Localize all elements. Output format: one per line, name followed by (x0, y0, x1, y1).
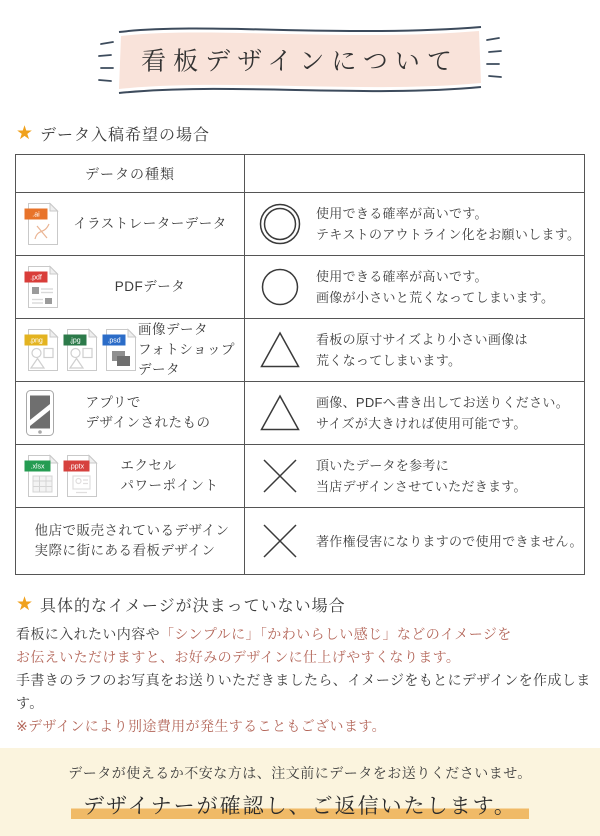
row-label: エクセル パワーポイント (120, 458, 219, 493)
star-icon: ★ (16, 122, 34, 144)
title-banner (95, 14, 505, 106)
section-heading-text: データ入稿希望の場合 (40, 126, 211, 144)
rating-double-circle-icon (257, 201, 303, 247)
table-header-label: データの種類 (85, 165, 175, 182)
row-description: 使用できる確率が高いです。 テキストのアウトライン化をお願いします。 (316, 206, 581, 242)
svg-text:.pdf: .pdf (30, 274, 42, 282)
rating-triangle-icon (257, 327, 303, 373)
svg-text:.png: .png (29, 337, 43, 345)
page-title: 看板デザインについて (141, 48, 459, 76)
svg-text:.psd: .psd (107, 337, 121, 345)
table-row (16, 193, 584, 256)
row-description: 著作権侵害になりますので使用できません。 (316, 533, 583, 549)
xlsx-file-icon (24, 454, 60, 498)
png-file-icon (24, 328, 60, 372)
jpg-file-icon (63, 328, 99, 372)
highlighted-text: デザイナーが確認し、ご返信いたします。 (71, 795, 529, 820)
smartphone-icon (24, 389, 56, 437)
row-description: 看板の原寸サイズより小さい画像は 荒くなってしまいます。 (316, 332, 528, 368)
row-description: 頂いたデータを参考に 当店デザインさせていただきます。 (316, 458, 527, 494)
svg-text:.ai: .ai (32, 211, 40, 219)
svg-text:.xlsx: .xlsx (30, 463, 45, 471)
table-row (16, 256, 584, 319)
svg-text:.jpg: .jpg (69, 337, 81, 345)
table-row (16, 508, 584, 574)
svg-text:.pptx: .pptx (68, 463, 85, 471)
rating-circle-icon (257, 264, 303, 310)
section-heading-no-image (16, 591, 600, 617)
psd-file-icon (102, 328, 138, 372)
star-icon: ★ (16, 593, 34, 615)
section-heading-data-submission (16, 120, 600, 146)
row-label: イラストレーターデータ (73, 216, 227, 231)
notice-box (0, 748, 600, 836)
ai-file-icon (24, 202, 60, 246)
rating-triangle-icon (257, 390, 303, 436)
notice-line2 (0, 790, 600, 820)
paragraph-line: 看板に入れたい内容や「シンプルに」「かわいらしい感じ」などのイメージを (16, 626, 512, 642)
rating-cross-icon (257, 518, 303, 564)
table-header-row (16, 155, 584, 193)
notice-line1: データが使えるか不安な方は、注文前にデータをお送りくださいませ。 (68, 765, 532, 781)
pptx-file-icon (63, 454, 99, 498)
table-row (16, 445, 584, 508)
row-label: 画像データ フォトショップデータ (138, 322, 236, 377)
paragraph-line: お伝えいただけますと、お好みのデザインに仕上げやすくなります。 (16, 649, 461, 665)
table-row (16, 319, 584, 382)
data-type-table (15, 154, 585, 575)
row-label: 他店で販売されているデザイン 実際に街にある看板デザイン (34, 523, 230, 558)
pdf-file-icon (24, 265, 60, 309)
paragraph-line: 手書きのラフのお写真をお送りいただきましたら、イメージをもとにデザインを作成します。 (16, 672, 591, 711)
row-description: 画像、PDFへ書き出してお送りください。 サイズが大きければ使用可能です。 (316, 395, 570, 431)
no-image-paragraph (16, 623, 600, 738)
paragraph-line: ※デザインにより別途費用が発生することもございます。 (16, 718, 387, 734)
rating-cross-icon (257, 453, 303, 499)
row-description: 使用できる確率が高いです。 画像が小さいと荒くなってしまいます。 (316, 269, 555, 305)
row-label: PDFデータ (114, 279, 186, 294)
table-row (16, 382, 584, 445)
section-heading-text: 具体的なイメージが決まっていない場合 (40, 597, 346, 615)
row-label: アプリで デザインされたもの (85, 395, 211, 430)
